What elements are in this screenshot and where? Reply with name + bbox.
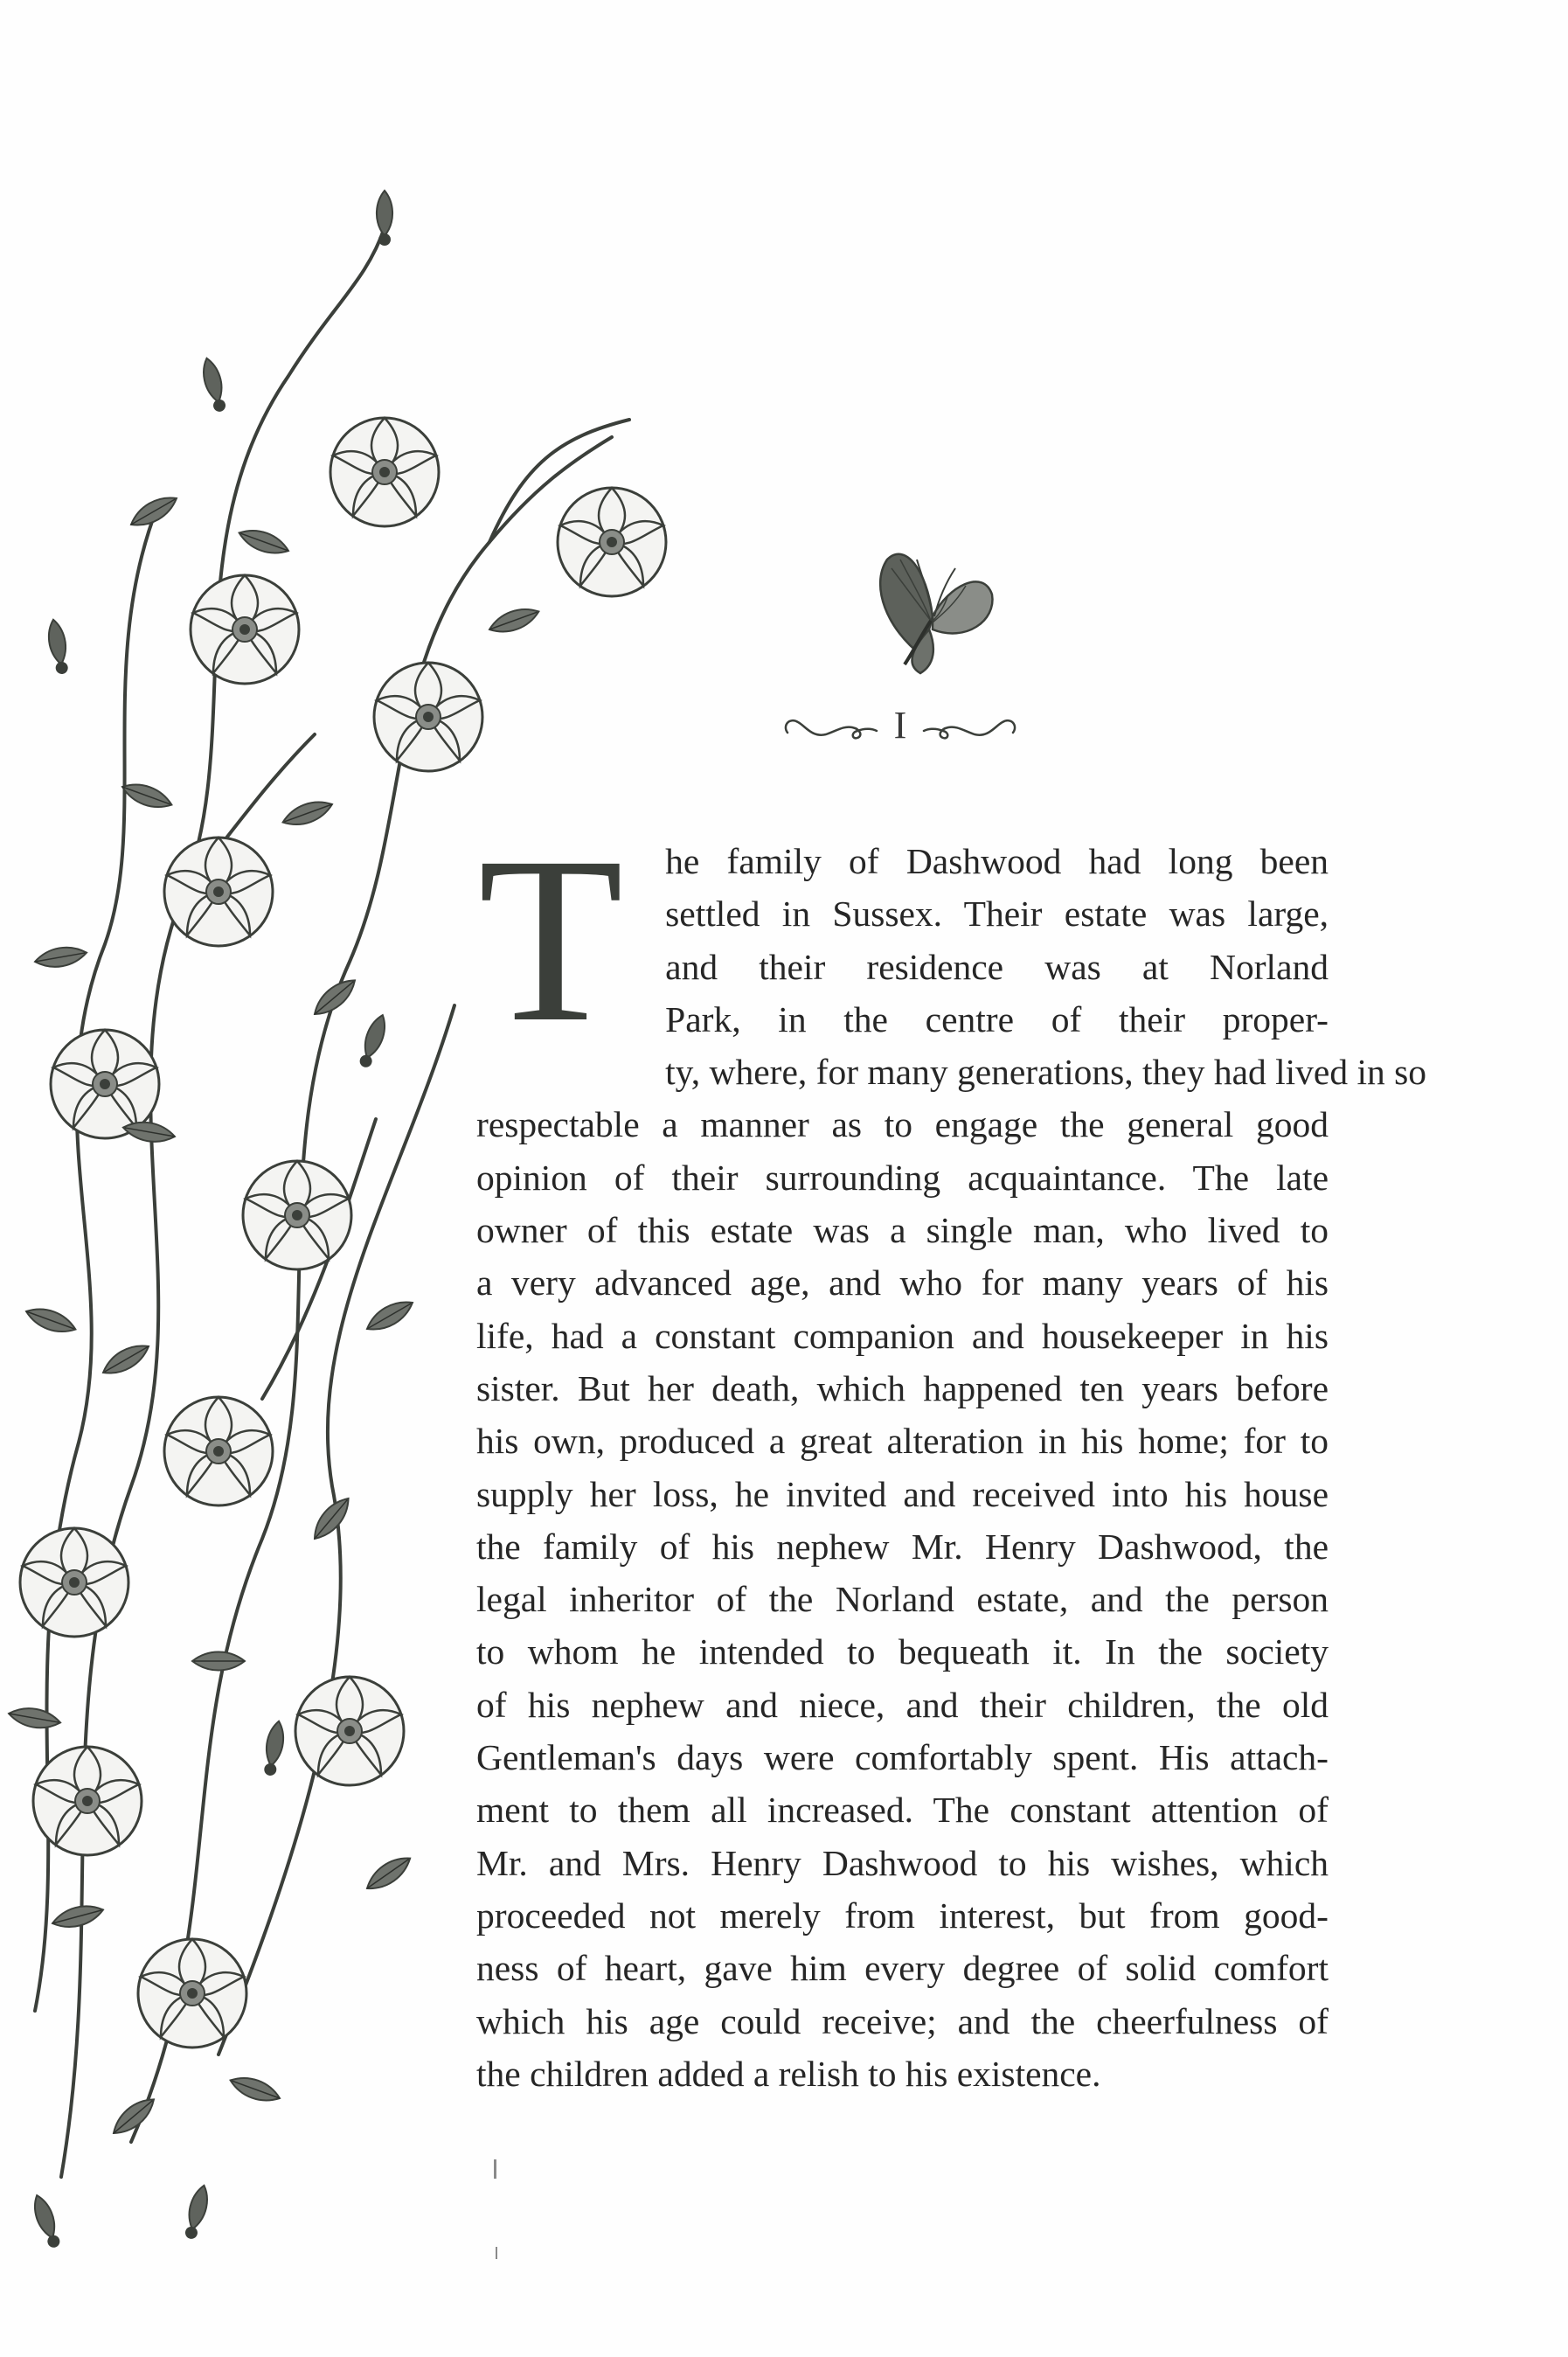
text-line: which his age could receive; and the cheerfulness of bbox=[476, 2000, 1329, 2041]
text-line: settled in Sussex. Their estate was large, bbox=[665, 893, 1329, 935]
text-line: and their residence was at Norland bbox=[665, 946, 1329, 987]
text-line: ment to them all increased. The constant attention of bbox=[476, 1790, 1329, 1831]
chapter-body bbox=[476, 808, 1427, 2100]
text-line: to whom he intended to bequeath it. In the society bbox=[476, 1631, 1329, 1672]
text-line: of his nephew and niece, and their children, the old bbox=[476, 1684, 1329, 1725]
text-line: Gentleman's days were comfortably spent. His attach- bbox=[476, 1737, 1329, 1778]
text-line: Park, in the centre of their proper- bbox=[665, 998, 1329, 1039]
text-line: Mr. and Mrs. Henry Dashwood to his wishes, which bbox=[476, 1842, 1329, 1883]
scan-speck bbox=[496, 2247, 497, 2259]
scan-speck bbox=[494, 2159, 496, 2179]
text-line: he family of Dashwood had long been bbox=[665, 841, 1329, 881]
scroll-flourish-icon bbox=[782, 708, 878, 743]
text-line: sister. But her death, which happened ten years before bbox=[476, 1367, 1329, 1408]
text-line: supply her loss, he invited and received into his house bbox=[476, 1473, 1329, 1514]
text-line: respectable a manner as to engage the general good bbox=[476, 1104, 1329, 1145]
chapter-heading bbox=[752, 695, 1049, 756]
drop-cap: T bbox=[478, 808, 624, 1071]
scroll-flourish-icon bbox=[922, 708, 1018, 743]
text-line: a very advanced age, and who for many years of his bbox=[476, 1262, 1329, 1304]
butterfly-icon bbox=[852, 533, 1009, 682]
text-line: the children added a relish to his existence. bbox=[476, 2053, 1101, 2094]
chapter-number: I bbox=[893, 704, 907, 747]
text-line: life, had a constant companion and housekeeper in his bbox=[476, 1315, 1329, 1356]
text-line: the family of his nephew Mr. Henry Dashwood, the bbox=[476, 1526, 1329, 1567]
text-line: opinion of their surrounding acquaintance. The late bbox=[476, 1157, 1329, 1198]
text-line: legal inheritor of the Norland estate, and the person bbox=[476, 1579, 1329, 1620]
text-line: his own, produced a great alteration in his home; for to bbox=[476, 1421, 1329, 1462]
text-line: proceeded not merely from interest, but from good- bbox=[476, 1895, 1329, 1936]
text-line: owner of this estate was a single man, who lived to bbox=[476, 1210, 1329, 1251]
text-line: ness of heart, gave him every degree of solid comfort bbox=[476, 1948, 1329, 1989]
text-line: ty, where, for many generations, they had lived in so bbox=[665, 1052, 1427, 1093]
